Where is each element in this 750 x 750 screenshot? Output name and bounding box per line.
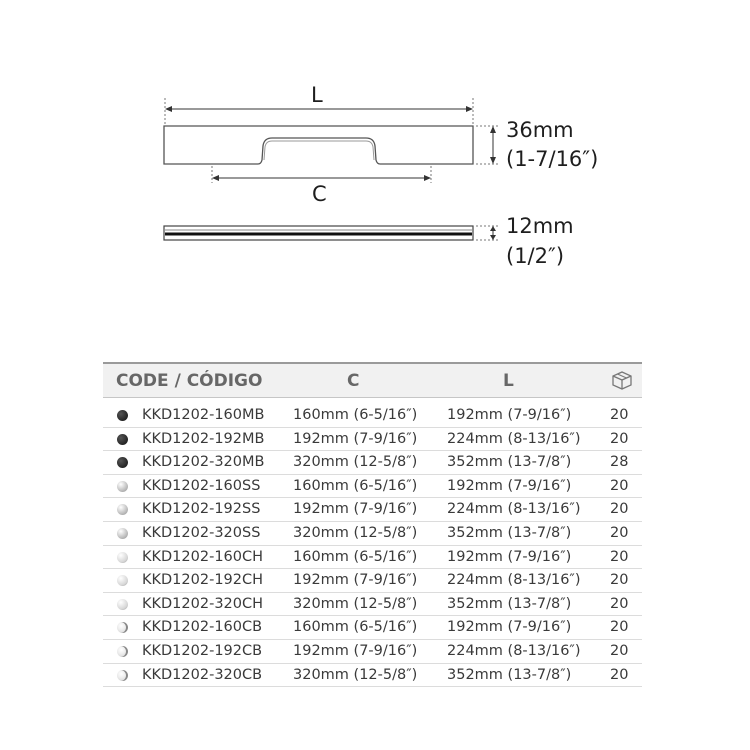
table-row	[103, 593, 642, 617]
product-code: KKD1202-320MB	[142, 454, 265, 471]
table-row	[103, 616, 642, 640]
table-row	[103, 640, 642, 664]
overall-length: 224mm (8-13/16″)	[447, 430, 581, 447]
product-code: KKD1202-192SS	[142, 501, 261, 518]
box-quantity: 20	[610, 619, 629, 636]
product-code: KKD1202-320CB	[142, 666, 263, 683]
box-quantity: 20	[610, 501, 629, 518]
finish-swatch-icon	[117, 552, 128, 563]
center-dimension	[212, 166, 431, 206]
length-dimension	[165, 83, 473, 124]
finish-swatch-icon	[117, 622, 128, 633]
box-quantity: 20	[610, 572, 629, 589]
handle-grip-shadow	[264, 141, 374, 160]
overall-length: 192mm (7-9/16″)	[447, 407, 572, 423]
table-row	[103, 569, 642, 593]
box-quantity: 20	[610, 524, 629, 541]
table-row	[103, 664, 642, 688]
box-quantity: 20	[610, 477, 629, 494]
height-dimension	[476, 118, 598, 171]
overall-length: 192mm (7-9/16″)	[447, 548, 572, 565]
center-distance: 320mm (12-5/8″)	[293, 666, 418, 683]
handle-front-view	[164, 126, 473, 164]
overall-length: 192mm (7-9/16″)	[447, 619, 572, 636]
product-code: KKD1202-192CH	[142, 572, 264, 589]
height-imperial: (1-7/16″)	[506, 147, 599, 171]
overall-length: 352mm (13-7/8″)	[447, 595, 572, 612]
spec-table	[103, 362, 642, 687]
product-code: KKD1202-320CH	[142, 595, 264, 612]
table-header	[103, 362, 642, 398]
center-distance: 160mm (6-5/16″)	[293, 407, 418, 423]
handle-technical-drawing	[0, 0, 750, 300]
overall-length: 352mm (13-7/8″)	[447, 666, 572, 683]
product-code: KKD1202-160CH	[142, 548, 264, 565]
product-code: KKD1202-192CB	[142, 642, 263, 659]
overall-length: 192mm (7-9/16″)	[447, 477, 572, 494]
header-c: C	[347, 371, 360, 391]
table-row	[103, 404, 642, 428]
box-quantity: 28	[610, 454, 629, 471]
finish-swatch-icon	[117, 481, 128, 492]
product-code: KKD1202-160SS	[142, 477, 261, 494]
overall-length: 224mm (8-13/16″)	[447, 642, 581, 659]
finish-swatch-icon	[117, 504, 128, 515]
overall-length: 224mm (8-13/16″)	[447, 501, 581, 518]
box-quantity: 20	[610, 430, 629, 447]
center-distance: 192mm (7-9/16″)	[293, 572, 418, 589]
table-row	[103, 451, 642, 475]
box-quantity: 20	[610, 548, 629, 565]
center-distance: 160mm (6-5/16″)	[293, 477, 418, 494]
center-distance: 192mm (7-9/16″)	[293, 430, 418, 447]
center-label: C	[312, 182, 327, 206]
height-metric: 36mm	[506, 118, 574, 142]
box-quantity: 20	[610, 595, 629, 612]
thickness-metric: 12mm	[506, 214, 574, 238]
box-quantity: 20	[610, 666, 629, 683]
handle-top-view	[164, 226, 473, 240]
box-icon	[611, 370, 633, 390]
overall-length: 224mm (8-13/16″)	[447, 572, 581, 589]
finish-swatch-icon	[117, 646, 128, 657]
table-body	[103, 404, 642, 687]
table-row	[103, 522, 642, 546]
table-row	[103, 498, 642, 522]
box-quantity: 20	[610, 407, 629, 423]
header-l: L	[503, 371, 514, 391]
header-code: CODE / CÓDIGO	[116, 371, 263, 391]
thickness-imperial: (1/2″)	[506, 244, 565, 268]
center-distance: 320mm (12-5/8″)	[293, 524, 418, 541]
product-code: KKD1202-160CB	[142, 619, 263, 636]
thickness-dimension	[476, 214, 574, 268]
table-row	[103, 475, 642, 499]
product-code: KKD1202-192MB	[142, 430, 265, 447]
product-code: KKD1202-160MB	[142, 407, 265, 423]
center-distance: 160mm (6-5/16″)	[293, 548, 418, 565]
table-row	[103, 546, 642, 570]
finish-swatch-icon	[117, 599, 128, 610]
box-quantity: 20	[610, 642, 629, 659]
finish-swatch-icon	[117, 410, 128, 421]
product-code: KKD1202-320SS	[142, 524, 261, 541]
overall-length: 352mm (13-7/8″)	[447, 524, 572, 541]
finish-swatch-icon	[117, 528, 128, 539]
center-distance: 320mm (12-5/8″)	[293, 454, 418, 471]
overall-length: 352mm (13-7/8″)	[447, 454, 572, 471]
center-distance: 320mm (12-5/8″)	[293, 595, 418, 612]
finish-swatch-icon	[117, 434, 128, 445]
finish-swatch-icon	[117, 457, 128, 468]
center-distance: 192mm (7-9/16″)	[293, 642, 418, 659]
center-distance: 160mm (6-5/16″)	[293, 619, 418, 636]
table-row	[103, 428, 642, 452]
finish-swatch-icon	[117, 670, 128, 681]
finish-swatch-icon	[117, 575, 128, 586]
center-distance: 192mm (7-9/16″)	[293, 501, 418, 518]
length-label: L	[311, 83, 323, 107]
